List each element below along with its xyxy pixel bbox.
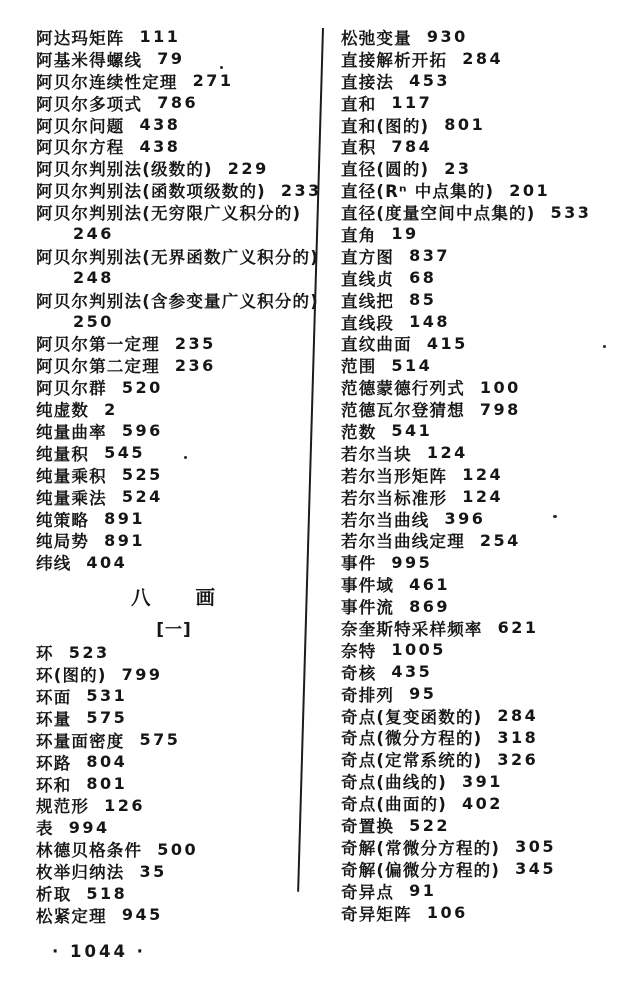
entry-page-number: 229 [227,158,269,178]
entry-term: 阿达玛矩阵 [36,28,125,48]
index-entry [36,773,312,795]
scan-speck [220,66,223,69]
index-entry [36,838,312,860]
entry-page-number: 801 [86,774,128,794]
index-entry [341,92,633,114]
entry-page-number: 68 [409,268,437,288]
entry-term: 奈特 [341,641,377,661]
index-entry [341,114,633,136]
entry-page-number: 201 [509,180,551,200]
entry-page-number: 541 [391,421,433,441]
index-entry [341,748,633,770]
index-entry-term-line [36,289,319,311]
index-entry [36,48,312,70]
index-entry [341,398,633,420]
scan-speck [553,515,557,518]
entry-term: 规范形 [36,797,90,817]
entry-page-number: 235 [174,333,216,353]
index-entry [36,114,312,136]
entry-term: 若尔当块 [341,444,412,464]
index-entry [341,48,633,70]
entry-page-number: 345 [515,859,556,879]
index-entry [341,464,633,486]
entry-term: 环 [36,644,54,664]
index-entry [36,904,312,926]
entry-term: 范围 [341,357,377,377]
index-entry [341,223,633,245]
index-entry [341,639,633,661]
entry-page-number: 994 [68,817,110,837]
entry-term: 若尔当曲线 [341,510,430,530]
index-entry [341,508,633,530]
entry-term: 奇点(复变函数的) [341,707,483,727]
index-entry [341,551,633,573]
entry-term: 环和 [36,775,72,795]
entry-term: 事件流 [341,598,395,618]
index-entry [36,354,312,376]
entry-term: 奈奎斯特采样频率 [341,620,483,639]
entry-page-number: 95 [409,684,437,704]
entry-term: 奇排列 [341,685,395,705]
entry-page-number: 518 [86,883,128,903]
index-entry [36,179,322,202]
entry-term: 奇点(微分方程的) [341,729,483,749]
entry-page-number: 91 [409,881,437,901]
entry-term: 直径(度量空间中点集的) [341,204,536,224]
index-entry [341,201,633,223]
entry-term: 松弛变量 [341,28,412,48]
index-entry [341,770,633,792]
index-entry [341,617,633,639]
entry-term: 若尔当曲线定理 [341,532,465,552]
index-entry [36,882,312,904]
scan-speck [184,456,187,459]
entry-page-number: 126 [104,795,146,815]
header-label: [一] [156,619,192,640]
index-entry [341,727,633,749]
entry-term: 奇点(曲面的) [341,795,447,815]
index-entry [341,376,633,398]
entry-page-number: 525 [121,465,163,485]
entry-term: 阿贝尔第二定理 [36,357,160,377]
entry-term: 纯量乘积 [36,466,107,486]
index-entry [36,70,312,92]
entry-term: 奇异矩阵 [341,904,412,924]
entry-page-number: 514 [391,355,433,375]
entry-page-number: 500 [157,839,199,859]
index-entry [36,751,312,773]
entry-term: 直和 [341,94,377,114]
entry-term: 纯策略 [36,510,90,530]
entry-page-number: 250 [73,312,114,332]
entry-page-number: 100 [479,377,521,397]
entry-page-number: 254 [479,530,521,550]
entry-term: 阿贝尔判别法(函数项级数的) [36,182,266,202]
entry-term: 表 [36,819,54,839]
entry-term: 直接法 [341,72,395,92]
index-column-right [341,26,633,924]
entry-page-number: 804 [86,752,128,772]
entry-term: 奇点(曲线的) [341,773,447,793]
index-entry [36,486,312,508]
entry-term: 阿贝尔判别法(无穷限广义积分的) [36,204,302,224]
entry-term: 奇解(偏微分方程的) [341,860,501,880]
entry-term: 奇解(常微分方程的) [341,838,501,858]
entry-term: 阿贝尔问题 [36,116,125,136]
index-entry [341,814,633,836]
entry-page-number: 533 [550,202,592,222]
entry-page-number: 930 [426,27,468,47]
entry-page-number: 523 [68,642,110,662]
index-entry [36,729,312,751]
entry-term: 若尔当标准形 [341,488,448,508]
entry-page-number: 111 [139,27,181,47]
index-entry [341,792,633,814]
entry-page-number: 801 [444,115,486,134]
entry-page-number: 461 [409,574,451,594]
entry-term: 林德贝格条件 [36,841,143,861]
entry-term: 范德蒙德行列式 [341,379,465,399]
entry-page-number: 545 [104,443,146,463]
entry-term: 直方图 [341,247,395,267]
entry-term: 阿贝尔方程 [36,138,125,158]
entry-term: 直线把 [341,291,395,311]
entry-page-number: 79 [157,49,185,69]
index-entry [36,135,312,157]
index-entry [341,661,633,683]
entry-page-number: 1005 [391,640,446,660]
entry-term: 纯虚数 [36,401,90,421]
entry-page-number: 453 [409,71,451,91]
entry-page-number: 117 [391,93,433,113]
entry-term: 奇核 [341,663,377,683]
entry-term: 松紧定理 [36,906,107,926]
entry-page-number: 575 [139,730,181,750]
entry-term: 环面 [36,688,72,707]
entry-page-number: 435 [391,662,433,682]
entry-term: 环量 [36,709,72,729]
entry-page-number: 391 [461,771,503,791]
entry-term: 阿贝尔判别法(含参变量广义积分的) [36,291,319,311]
entry-term: 奇点(定常系统的) [341,751,483,771]
entry-page-number: 148 [409,312,451,332]
index-entry [341,70,633,92]
entry-page-number: 575 [86,708,128,728]
index-entry [36,508,312,530]
index-entry [36,685,312,707]
entry-page-number: 621 [497,618,539,638]
index-entry [341,354,633,376]
index-entry [36,332,312,354]
entry-term: 环量面密度 [36,731,125,751]
entry-term: 阿贝尔判别法(无界函数广义积分的) [36,247,319,267]
entry-page-number: 522 [409,815,451,835]
entry-page-number: 891 [104,509,146,529]
entry-page-number: 271 [192,71,234,91]
index-entry [341,902,633,924]
index-entry [36,860,312,882]
entry-term: 环(图的) [36,666,107,686]
entry-page-number: 404 [86,552,128,572]
entry-term: 纬线 [36,554,72,574]
entry-term: 直线段 [341,313,395,333]
entry-page-number: 396 [444,509,486,529]
entry-page-number: 284 [497,706,539,726]
entry-term: 直角 [341,225,377,245]
entry-page-number: 35 [139,861,167,881]
entry-page-number: 248 [73,268,114,288]
entry-term: 阿贝尔判别法(级数的) [36,160,213,180]
entry-term: 事件域 [341,576,395,596]
entry-term: 阿贝尔连续性定理 [36,72,178,92]
entry-page-number: 236 [174,355,216,375]
entry-term: 析取 [36,885,72,905]
entry-term: 奇置换 [341,817,395,837]
entry-page-number: 784 [391,136,433,156]
entry-page-number: 798 [479,399,521,419]
index-entry [341,332,633,354]
index-entry [341,880,633,902]
entry-page-number: 438 [139,136,181,156]
index-entry-term-line [36,201,312,223]
index-entry [341,26,633,48]
subsection-header [36,613,312,641]
index-entry [36,442,312,464]
entry-page-number: 124 [462,487,504,507]
entry-page-number: 305 [515,837,556,857]
index-entry-page-line [36,311,312,333]
entry-page-number: 945 [121,905,163,925]
entry-page-number: 520 [121,377,163,397]
entry-term: 纯局势 [36,532,90,552]
entry-page-number: 124 [426,443,468,463]
index-entry [36,398,312,420]
index-entry [36,707,312,729]
entry-page-number: 318 [497,727,539,747]
index-entry [36,795,312,817]
index-entry [36,464,312,486]
index-entry [36,376,312,398]
entry-page-number: 891 [104,530,146,550]
entry-page-number: 596 [121,421,163,441]
index-entry [341,289,633,311]
index-entry [341,836,633,858]
index-entry [341,267,633,289]
index-entry [341,245,633,267]
entry-page-number: 23 [444,158,472,178]
entry-term: 环路 [36,753,72,773]
index-entry [341,705,633,727]
index-entry [36,551,312,573]
index-entry [36,157,312,179]
entry-term: 直积 [341,138,377,158]
index-entry [36,529,312,551]
entry-term: 直接解析开拓 [341,50,448,70]
entry-page-number: 524 [121,487,163,507]
entry-page-number: 106 [426,903,468,923]
index-entry [36,663,312,685]
entry-term: 阿贝尔第一定理 [36,335,160,355]
entry-page-number: 402 [461,793,503,813]
index-entry [341,157,633,179]
page-number: · 1044 · [52,942,146,961]
header-label: 八 画 [130,586,217,610]
entry-term: 枚举归纳法 [36,863,125,883]
entry-page-number: 284 [462,49,504,69]
index-entry-term-line [36,245,319,267]
entry-page-number: 799 [121,664,163,684]
index-entry [341,179,633,201]
index-entry [341,529,633,551]
entry-page-number: 326 [497,749,539,769]
entry-term: 直线贞 [341,269,395,289]
entry-term: 阿贝尔多项式 [36,94,143,114]
entry-term: 范数 [341,422,377,442]
entry-term: 阿基米得螺线 [36,50,143,70]
entry-term: 直和(图的) [341,116,430,136]
entry-term: 范德瓦尔登猜想 [341,401,465,421]
entry-term: 直纹曲面 [341,335,412,355]
entry-page-number: 531 [86,686,128,706]
entry-page-number: 869 [409,596,451,616]
entry-term: 纯量曲率 [36,422,107,442]
entry-page-number: 995 [391,552,433,572]
section-header [36,579,312,613]
index-entry-page-line [36,267,312,289]
index-entry [36,816,312,838]
entry-term: 事件 [341,554,377,574]
index-entry [36,26,312,48]
index-entry [36,641,312,663]
entry-term: 纯量乘法 [36,488,107,508]
index-entry [36,420,312,442]
index-entry [341,486,633,508]
entry-term: 若尔当形矩阵 [341,466,448,486]
index-entry [341,683,633,705]
index-entry [36,92,312,114]
index-column-left [36,26,322,926]
index-entry [341,858,633,880]
index-entry [341,595,633,617]
index-entry [341,442,633,464]
entry-page-number: 246 [73,224,114,244]
entry-page-number: 2 [104,399,118,419]
entry-term: 直径(圆的) [341,160,430,180]
index-entry [341,135,633,157]
entry-term: 奇异点 [341,882,395,902]
index-entry [341,420,633,442]
entry-page-number: 786 [157,93,199,113]
entry-page-number: 415 [426,333,468,353]
entry-term: 直径(Rⁿ 中点集的) [341,182,495,202]
entry-term: 纯量积 [36,444,90,464]
entry-page-number: 19 [391,224,419,244]
index-entry [341,311,633,333]
entry-page-number: 233 [280,180,322,200]
index-entry-page-line [36,223,312,245]
entry-page-number: 85 [409,290,437,310]
index-entry [341,573,633,595]
scan-speck [603,345,606,348]
entry-page-number: 124 [462,465,504,485]
entry-page-number: 837 [409,246,451,266]
entry-page-number: 438 [139,115,181,134]
entry-term: 阿贝尔群 [36,379,107,399]
